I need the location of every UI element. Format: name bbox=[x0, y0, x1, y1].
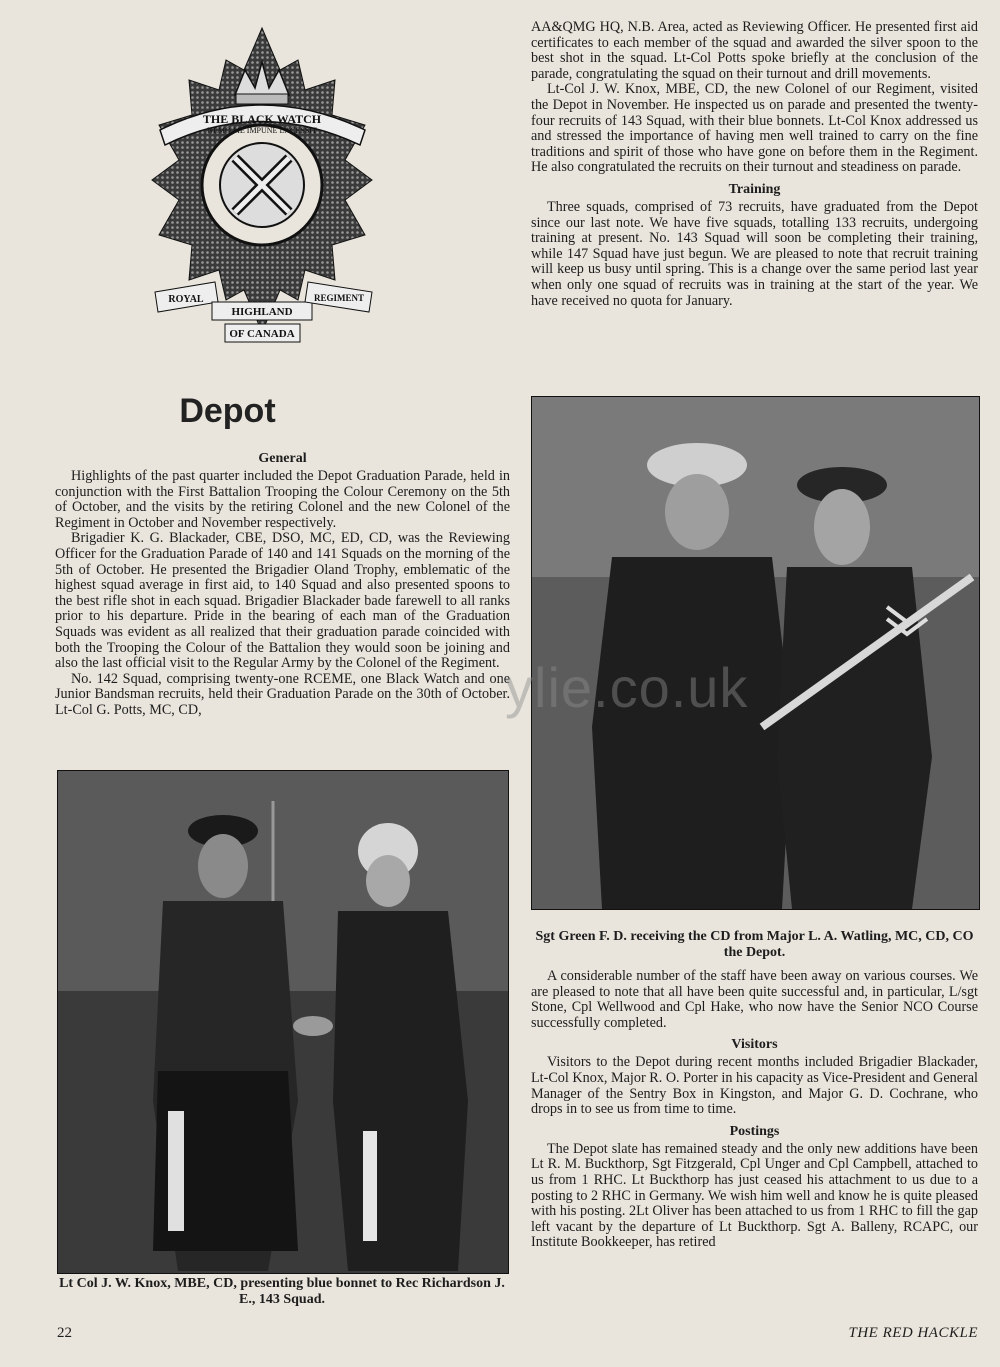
page-number: 22 bbox=[57, 1325, 72, 1341]
photo-right-caption: Sgt Green F. D. receiving the CD from Major L. A. Watling, MC, CD, CO the Depot. bbox=[535, 929, 974, 960]
general-paragraph-1: Highlights of the past quarter included the Depot Graduation Parade, held in conjunction with the First Battalion Trooping the Colour Ceremony on the 5th of October, and the visits by the retiring Colonel and the new Colonel of the Regiment in October and November respectively. bbox=[55, 468, 510, 531]
publication-name: THE RED HACKLE bbox=[848, 1325, 978, 1341]
training-heading: Training bbox=[728, 181, 781, 197]
left-column bbox=[55, 445, 510, 719]
training-paragraph: Three squads, comprised of 73 recruits, have graduated from the Depot since our last note. We have five squads, totalling 133 recruits, undergoing training at present. No. 143 Squad will soon be completing their training, while 147 Squad have just begun. We are pleased to note that recruit training will keep us busy until spring. This is a change over the same period last year when only one squad of recruits was in training at the start of the year. We have received no quota for January. bbox=[531, 198, 978, 309]
badge-banner-right: REGIMENT bbox=[313, 293, 365, 303]
photo-left-caption: Lt Col J. W. Knox, MBE, CD, presenting blue bonnet to Rec Richardson J. E., 143 Squad. bbox=[59, 1276, 505, 1307]
regiment-badge bbox=[140, 20, 385, 360]
photo-green-receiving-cd bbox=[531, 396, 980, 910]
right-column-top bbox=[531, 20, 978, 309]
photo-knox-presenting-bonnet bbox=[57, 770, 509, 1274]
visitors-paragraph: Visitors to the Depot during recent months included Brigadier Blackader, Lt-Col Knox, Major R. O. Porter in his capacity as Vice-President and General Manager of the Sentry Box in Kingston, and Major G. D. Cochrane, who drops in to see us from time to time. bbox=[531, 1054, 978, 1118]
badge-banner-top: THE BLACK WATCH bbox=[202, 112, 322, 126]
right-intro-paragraph-1: AA&QMG HQ, N.B. Area, acted as Reviewing Officer. He presented first aid certificates to each member of the squad and awarded the silver spoon to the best shot in the squad. Lt-Col Potts spoke briefly at the conclusion of the parade, congratulating the squad on their turnout and drill movements. bbox=[531, 19, 978, 82]
right-intro-paragraph-2: Lt-Col J. W. Knox, MBE, CD, the new Colonel of our Regiment, visited the Depot in November. He inspected us on parade and presented the twenty-four recruits of 143 Squad, with their blue bonnets. Lt-Col Knox addressed us and stressed the importance of having men well trained to carry on the fine traditions and spirit of those who have gone on before them in the Regiment. He also congratulated the recruits on their turnout and steadiness on parade. bbox=[531, 81, 978, 176]
postings-paragraph: The Depot slate has remained steady and the only new additions have been Lt R. M. Buckthorp, Sgt Fitzgerald, Cpl Unger and Cpl Campbell, attached to us from 1 RHC. Lt Buckthorp has just ceased his attachment to us due to a posting to 2 RHC in Germany. We wish him well and know he is quite pleased with his posting. 2Lt Oliver has been attached to us from 1 RHC to fill the gap left vacant by the departure of Lt Buckthorp. Sgt A. Balleny, RCAPC, our Institute Bookkeeper, has retired bbox=[531, 1140, 978, 1251]
visitors-heading: Visitors bbox=[731, 1037, 778, 1053]
badge-star-icon bbox=[140, 20, 385, 360]
badge-banner-left: ROYAL bbox=[168, 294, 204, 305]
general-paragraph-2: Brigadier K. G. Blackader, CBE, DSO, MC, ED, CD, was the Reviewing Officer for the Graduation Parade of 140 and 141 Squads on the morning of the 5th of October. He presented the Brigadier Oland Trophy, emblematic of the highest squad average in first aid, to 140 Squad and also presented spoons to the best rifle shot in each squad. Brigadier Blackader bade farewell to all ranks prior to his departure. Pride in the bearing of each man of the Graduation Squads was evident as all realized that their graduation parade coincided with both the Trooping the Colour of the Battalion they would soon be joining and also the last official visit to the Regular Army by the Colonel of the Regiment. bbox=[55, 530, 510, 672]
staff-paragraph: A considerable number of the staff have been away on various courses. We are pleased to note that all have been quite successful and, in particular, L/sgt Stone, Cpl Wellwood and Cpl Hake, who now have the Senior NCO Course successfully completed. bbox=[531, 968, 978, 1031]
badge-motto: NEMO ME IMPUNE LACESSIT bbox=[207, 126, 317, 135]
postings-heading: Postings bbox=[729, 1123, 780, 1139]
general-heading: General bbox=[258, 451, 307, 466]
watermark: ylie.co.uk bbox=[505, 656, 749, 719]
right-column-bottom bbox=[531, 969, 978, 1251]
badge-banner-bottom: OF CANADA bbox=[229, 328, 295, 340]
general-paragraph-3: No. 142 Squad, comprising twenty-one RCEME, one Black Watch and one Junior Bandsman recruits, held their Graduation Parade on the 30th of October. Lt-Col G. Potts, MC, CD, bbox=[55, 670, 510, 718]
badge-banner-center: HIGHLAND bbox=[231, 306, 293, 318]
section-title: Depot bbox=[179, 392, 276, 430]
